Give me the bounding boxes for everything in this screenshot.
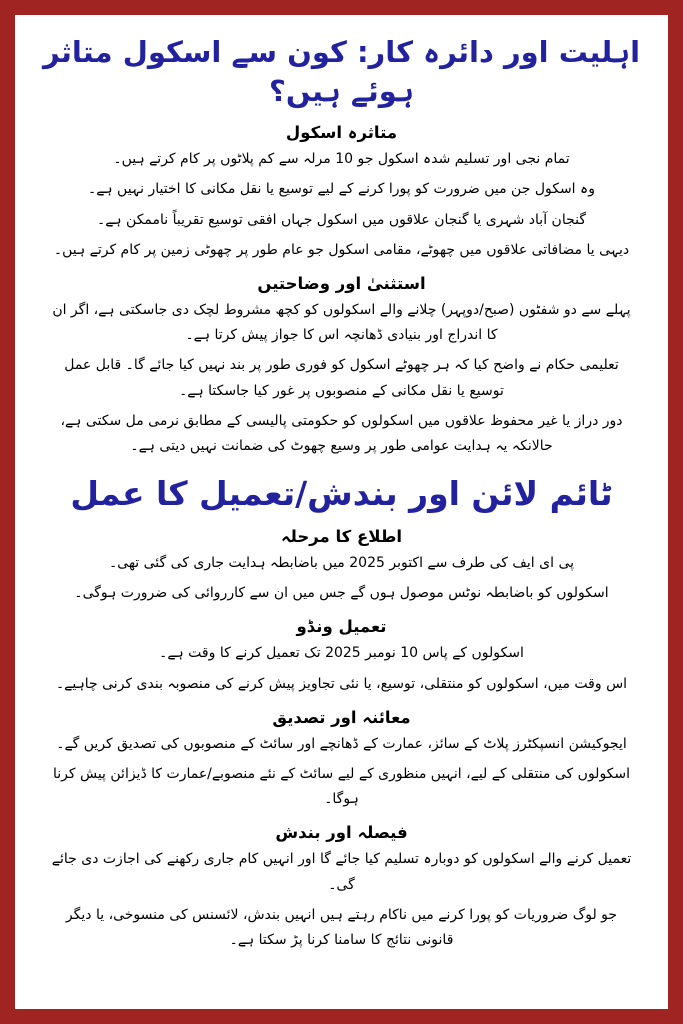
section-heading-compliance-window: تعمیل ونڈو: [296, 617, 387, 637]
paragraph: اس وقت میں، اسکولوں کو منتقلی، توسیع، یا نئی تجاویز پیش کرنے کی منصوبہ بندی کرنی چاہیے۔: [55, 675, 628, 692]
section-heading-notification-stage: اطلاع کا مرحلہ: [280, 527, 403, 547]
paragraph: گنجان آباد شہری یا گنجان علاقوں میں اسکول جہاں افقی توسیع تقریباً ناممکن ہے۔: [96, 211, 587, 228]
paragraph: تمام نجی اور تسلیم شدہ اسکول جو 10 مرلہ سے کم پلاٹوں پر کام کرتے ہیں۔: [113, 151, 570, 168]
paragraph: دور دراز یا غیر محفوظ علاقوں میں اسکولوں کو حکومتی پالیسی کے مطابق نرمی مل سکتی ہے، حالانکہ یہ ہدایت عوامی طور پر وسیع چھوٹ کی ضمانت نہیں دیتی ہے۔: [60, 412, 623, 454]
paragraph: پہلے سے دو شفٹوں (صبح/دوپہر) چلانے والے اسکولوں کو کچھ مشروط لچک دی جاسکتی ہے، اگر ان کا اندراج اور بنیادی ڈھانچہ اس کا جواز پیش کرتا ہے۔: [52, 302, 631, 344]
paragraph: جو لوگ ضروریات کو پورا کرنے میں ناکام رہتے ہیں انہیں بندش، لائسنس کی منسوخی، یا دیگر قانونی نتائج کا سامنا کرنا پڑ سکتا ہے۔: [65, 906, 618, 948]
paragraph: دیہی یا مضافاتی علاقوں میں چھوٹے، مقامی اسکول جو عام طور پر چھوٹی زمین پر کام کرتے ہیں۔: [53, 241, 630, 258]
page-title: اہلیت اور دائرہ کار: کون سے اسکول متاثر ہوئے ہیں؟: [42, 35, 641, 109]
paragraph: پی ای ایف کی طرف سے اکتوبر 2025 میں باضابطہ ہدایت جاری کی گئی تھی۔: [108, 555, 575, 572]
paragraph: تعمیل کرنے والے اسکولوں کو دوبارہ تسلیم کیا جائے گا اور انہیں کام جاری رکھنے کی اجازت دی جائے گی۔: [51, 851, 632, 893]
section-heading-inspection-verification: معائنہ اور تصدیق: [272, 707, 411, 727]
section-heading-affected-schools: متاثرہ اسکول: [285, 123, 398, 143]
paragraph: اسکولوں کو باضابطہ نوٹس موصول ہوں گے جس میں ان سے کارروائی کی ضرورت ہوگی۔: [74, 585, 609, 602]
paragraph: وہ اسکول جن میں ضرورت کو پورا کرنے کے لیے توسیع یا نقل مکانی کا اختیار نہیں ہے۔: [88, 181, 595, 198]
paragraph: اسکولوں کے پاس 10 نومبر 2025 تک تعمیل کرنے کا وقت ہے۔: [159, 645, 524, 662]
paragraph: تعلیمی حکام نے واضح کیا کہ ہر چھوٹے اسکول کو فوری طور پر بند نہیں کیا جائے گا۔ قابل عمل توسیع یا نقل مکانی کے منصوبوں پر غور کیا جاسکتا ہے۔: [64, 357, 619, 399]
mid-title: ٹائم لائن اور بندش/تعمیل کا عمل: [70, 474, 613, 514]
paragraph: اسکولوں کی منتقلی کے لیے، انہیں منظوری کے لیے سائٹ کے نئے منصوبے/عمارت کا ڈیزائن پیش کرنا ہوگا۔: [52, 765, 631, 808]
paragraph: ایجوکیشن انسپکٹرز پلاٹ کے سائز، عمارت کے ڈھانچے اور سائٹ کے منصوبوں کی تصدیق کریں گے۔: [56, 735, 627, 752]
section-heading-exemptions: استثنیٰ اور وضاحتیں: [257, 274, 426, 294]
section-heading-decision-closure: فیصلہ اور بندش: [275, 823, 408, 843]
